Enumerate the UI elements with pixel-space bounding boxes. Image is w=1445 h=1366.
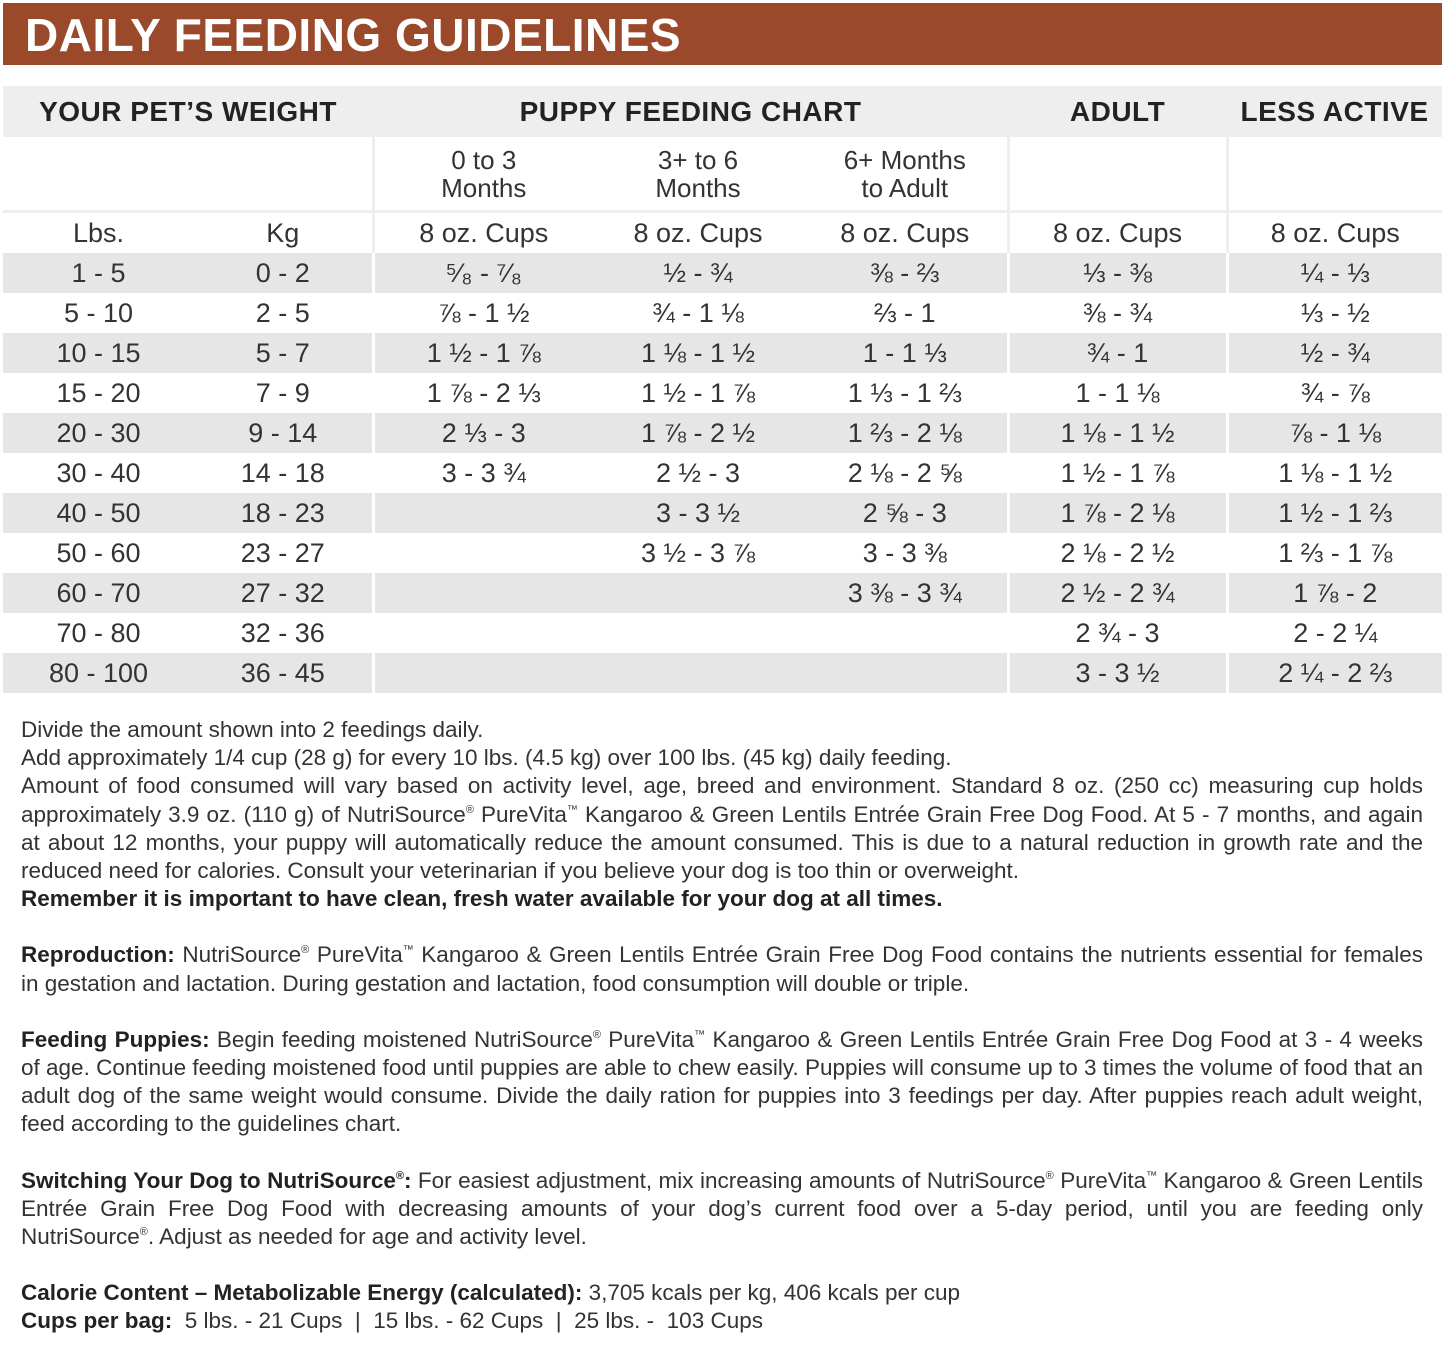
cell-less: ¾ - ⅞ (1227, 373, 1442, 413)
table-row (3, 253, 1442, 293)
cell-p2 (593, 613, 803, 653)
cell-lbs: 10 - 15 (3, 333, 194, 373)
unit-cups: 8 oz. Cups (1227, 212, 1442, 254)
cell-kg: 14 - 18 (240, 457, 325, 488)
cell-less: 1 ⅞ - 2 (1227, 573, 1442, 613)
cell-p1 (373, 493, 593, 533)
cell-kg: 5 - 7 (194, 333, 373, 373)
note-cups-per-bag: Cups per bag: 5 lbs. - 21 Cups | 15 lbs. - 62 Cups | 25 lbs. - 103 Cups (21, 1308, 763, 1334)
unit-cups: 8 oz. Cups (373, 212, 593, 254)
cell-adult: 1 - 1 ⅛ (1008, 373, 1227, 413)
cell-p3 (803, 613, 1008, 653)
cell-lbs: 15 - 20 (56, 377, 141, 408)
cell-adult: 1 ⅞ - 2 ⅛ (1008, 493, 1227, 533)
table-row (3, 533, 1442, 573)
cell-p3 (803, 653, 1008, 693)
cell-p3: 1 - 1 ⅓ (803, 333, 1008, 373)
cell-p2: 1 ⅞ - 2 ½ (593, 413, 803, 453)
cell-adult: 2 ½ - 2 ¾ (1008, 573, 1227, 613)
weight-header: YOUR PET’S WEIGHT (3, 86, 373, 137)
cell-p2 (593, 573, 803, 613)
cell-p1: 1 ½ - 1 ⅞ (373, 333, 593, 373)
cell-p1 (373, 573, 593, 613)
table-row (3, 413, 1442, 453)
cell-kg: 23 - 27 (240, 537, 325, 568)
adult-header: ADULT (1008, 86, 1227, 137)
less-active-subheader-blank (1227, 137, 1442, 212)
header-banner (3, 3, 1442, 65)
unit-kg: Kg (266, 217, 300, 248)
cell-adult: ⅜ - ¾ (1008, 293, 1227, 333)
cell-p3: ⅜ - ⅔ (803, 253, 1008, 293)
table-row (3, 653, 1442, 693)
cell-adult: 2 ⅛ - 2 ½ (1008, 533, 1227, 573)
cell-lbs: 1 - 5 (3, 253, 194, 293)
cell-kg: 2 - 5 (255, 297, 310, 328)
cell-p1: 1 ⅞ - 2 ⅓ (373, 373, 593, 413)
note-divide: Divide the amount shown into 2 feedings daily. (21, 717, 484, 742)
cell-p2: ¾ - 1 ⅛ (652, 297, 744, 328)
cell-less: 1 ½ - 1 ⅔ (1227, 493, 1442, 533)
age-group-6-adult: 6+ Months to Adult (803, 137, 1008, 212)
cell-less: 2 ¼ - 2 ⅔ (1227, 653, 1442, 693)
feeding-chart-table (3, 86, 1442, 693)
units-row (3, 212, 1442, 254)
cell-p1: 3 - 3 ¾ (373, 453, 593, 493)
unit-cups: 8 oz. Cups (840, 217, 970, 248)
cell-p1 (373, 653, 593, 693)
cell-p2 (593, 653, 803, 693)
cell-less: 2 - 2 ¼ (1227, 613, 1442, 653)
unit-cups: 8 oz. Cups (633, 217, 763, 248)
adult-subheader-blank (1008, 137, 1227, 212)
table-row (3, 453, 1442, 493)
feeding-notes (21, 716, 1423, 1336)
cell-p3: 1 ⅔ - 2 ⅛ (803, 413, 1008, 453)
cell-adult: ⅓ - ⅜ (1008, 253, 1227, 293)
cell-p2: 3 ½ - 3 ⅞ (640, 537, 756, 568)
cell-kg: 9 - 14 (194, 413, 373, 453)
cell-p2: ½ - ¾ (593, 253, 803, 293)
cell-p3: 2 ⅝ - 3 (803, 493, 1008, 533)
table-row (3, 333, 1442, 373)
cell-p2: 1 ⅛ - 1 ½ (593, 333, 803, 373)
less-active-header: LESS ACTIVE (1227, 86, 1442, 137)
table-row (3, 493, 1442, 533)
cell-kg: 32 - 36 (240, 617, 325, 648)
cell-lbs: 40 - 50 (3, 493, 194, 533)
cell-p3: 1 ⅓ - 1 ⅔ (847, 377, 962, 408)
cell-kg: 0 - 2 (194, 253, 373, 293)
cell-less: ½ - ¾ (1227, 333, 1442, 373)
cell-p1: ⁵⁄₈ - ⁷⁄₈ (373, 253, 593, 293)
cell-p3: 3 - 3 ⅜ (862, 537, 947, 568)
table-row (3, 373, 1442, 413)
cell-adult: 3 - 3 ½ (1008, 653, 1227, 693)
note-calorie: Calorie Content – Metabolizable Energy (calculated): 3,705 kcals per kg, 406 kcals per cup (21, 1280, 961, 1306)
cell-p1 (373, 613, 593, 653)
cell-p1 (373, 533, 593, 573)
cell-p3: ⅔ - 1 (874, 297, 936, 328)
cell-lbs: 80 - 100 (3, 653, 194, 693)
age-group-row (3, 137, 1442, 212)
cell-p1: 2 ⅓ - 3 (373, 413, 593, 453)
cell-kg: 18 - 23 (194, 493, 373, 533)
cell-lbs: 60 - 70 (3, 573, 194, 613)
note-amount: Amount of food consumed will vary based on activity level, age, breed and environment. Standard 8 oz. (250 cc) measuring cup holds approximately 3.9 oz. (110 g) of NutriSource® PureVita™ Kangaroo & Green Lentils Entrée Grain Free Dog Food. At 5 - 7 months, and again at about 12 months, your puppy will automatically reduce the amount consumed. This is due to a natural reduction in growth rate and the reduced need for calories. Consult your veterinarian if you believe your dog is too thin or overweight. (21, 773, 1423, 884)
note-water: Remember it is important to have clean, fresh water available for your dog at all times. (21, 886, 943, 912)
cell-less: 1 ⅔ - 1 ⅞ (1227, 533, 1442, 573)
cell-p2: 1 ½ - 1 ⅞ (640, 377, 756, 408)
page-title: DAILY FEEDING GUIDELINES (25, 9, 682, 61)
cell-p2: 2 ½ - 3 (655, 457, 741, 488)
note-add: Add approximately 1/4 cup (28 g) for every 10 lbs. (4.5 kg) over 100 lbs. (45 kg) daily feeding. (21, 745, 952, 771)
cell-lbs: 30 - 40 (56, 457, 141, 488)
cell-p2: 3 - 3 ½ (593, 493, 803, 533)
cell-p1: ⅞ - 1 ½ (373, 293, 593, 333)
table-row (3, 293, 1442, 333)
cell-adult: 2 ¾ - 3 (1008, 613, 1227, 653)
cell-less: ¼ - ⅓ (1227, 253, 1442, 293)
cell-adult: 1 ½ - 1 ⅞ (1008, 453, 1227, 493)
puppy-header: PUPPY FEEDING CHART (373, 86, 1008, 137)
cell-less: 1 ⅛ - 1 ½ (1227, 453, 1442, 493)
unit-lbs: Lbs. (72, 217, 125, 248)
cell-adult: 1 ⅛ - 1 ½ (1008, 413, 1227, 453)
cell-lbs: 70 - 80 (56, 617, 141, 648)
age-group-0-3: 0 to 3 Months (373, 137, 593, 212)
cell-kg: 7 - 9 (255, 377, 310, 408)
unit-cups: 8 oz. Cups (1008, 212, 1227, 254)
cell-adult: ¾ - 1 (1008, 333, 1227, 373)
cell-kg: 27 - 32 (194, 573, 373, 613)
table-row (3, 613, 1442, 653)
cell-less: ⅓ - ½ (1227, 293, 1442, 333)
cell-lbs: 20 - 30 (3, 413, 194, 453)
note-feeding-puppies: Feeding Puppies: Begin feeding moistened NutriSource® PureVita™ Kangaroo & Green Lentils Entrée Grain Free Dog Food at 3 - 4 weeks of age. Continue feeding moistened food until puppies are able to chew easily. Puppies will consume up to 3 times the volume of food that an adult dog of the same weight would consume. Divide the daily ration for puppies into 3 feedings per day. After puppies reach adult weight, feed according to the guidelines chart. (21, 1026, 1423, 1137)
cell-lbs: 5 - 10 (63, 297, 134, 328)
table-header-row (3, 86, 1442, 137)
weight-subheader-blank (3, 137, 373, 212)
table-row (3, 573, 1442, 613)
cell-kg: 36 - 45 (194, 653, 373, 693)
note-reproduction: Reproduction: NutriSource® PureVita™ Kangaroo & Green Lentils Entrée Grain Free Dog Food contains the nutrients essential for females in gestation and lactation. During gestation and lactation, food consumption will double or triple. (21, 942, 1423, 996)
cell-p3: 3 ⅜ - 3 ¾ (803, 573, 1008, 613)
cell-p3: 2 ⅛ - 2 ⅝ (847, 457, 962, 488)
age-group-3-6: 3+ to 6 Months (593, 137, 803, 212)
cell-less: ⅞ - 1 ⅛ (1227, 413, 1442, 453)
cell-lbs: 50 - 60 (56, 537, 141, 568)
note-switching: Switching Your Dog to NutriSource®: For easiest adjustment, mix increasing amounts of NutriSource® PureVita™ Kangaroo & Green Lentils Entrée Grain Free Dog Food with decreasing amounts of your dog’s current food over a 5-day period, until you are feeding only NutriSource®. Adjust as needed for age and activity level. (21, 1167, 1423, 1250)
